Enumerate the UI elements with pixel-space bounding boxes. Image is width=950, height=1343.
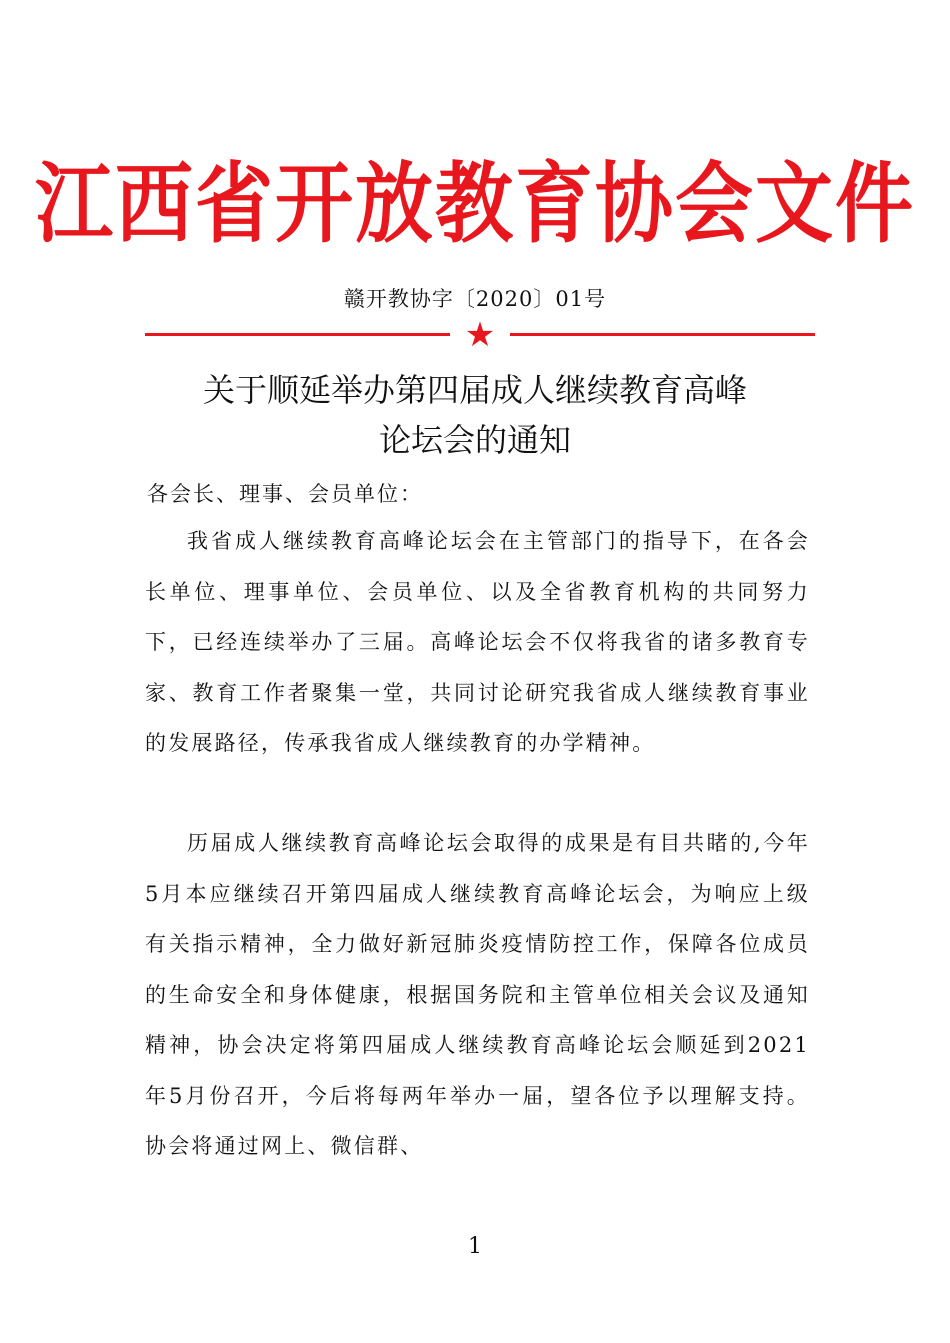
star-icon: ★ — [464, 315, 496, 355]
document-masthead: 江西省开放教育协会文件 — [34, 154, 915, 256]
body-paragraph-1: 我省成人继续教育高峰论坛会在主管部门的指导下，在各会长单位、理事单位、会员单位、以及全省教育机构的共同努力下，已经连续举办了三届。高峰论坛会不仅将我省的诸多教育专家、教育工作者聚集一堂，共同讨论研究我省成人继续教育事业的发展路径，传承我省成人继续教育的办学精神。 — [145, 529, 810, 755]
notice-title-line-2: 论坛会的通知 — [378, 421, 571, 459]
divider-line-right — [510, 333, 815, 336]
divider-line-left — [145, 333, 450, 336]
red-divider — [145, 315, 815, 355]
body-paragraph-2: 历届成人继续教育高峰论坛会取得的成果是有目共睹的,今年5月本应继续召开第四届成人继续教育高峰论坛会，为响应上级有关指示精神，全力做好新冠肺炎疫情防控工作，保障各位成员的生命安全和身体健康，根据国务院和主管单位相关会议及通知精神，协会决定将第四届成人继续教育高峰论坛会顺延到2021年5月份召开，今后将每两年举办一届，望各位予以理解支持。协会将通过网上、微信群、 — [145, 831, 810, 1158]
notice-title-line-1: 关于顺延举办第四届成人继续教育高峰 — [202, 371, 747, 409]
document-number: 赣开教协字〔2020〕01号 — [343, 287, 607, 311]
salutation: 各会长、理事、会员单位： — [147, 482, 423, 506]
page-number: 1 — [468, 1234, 482, 1259]
